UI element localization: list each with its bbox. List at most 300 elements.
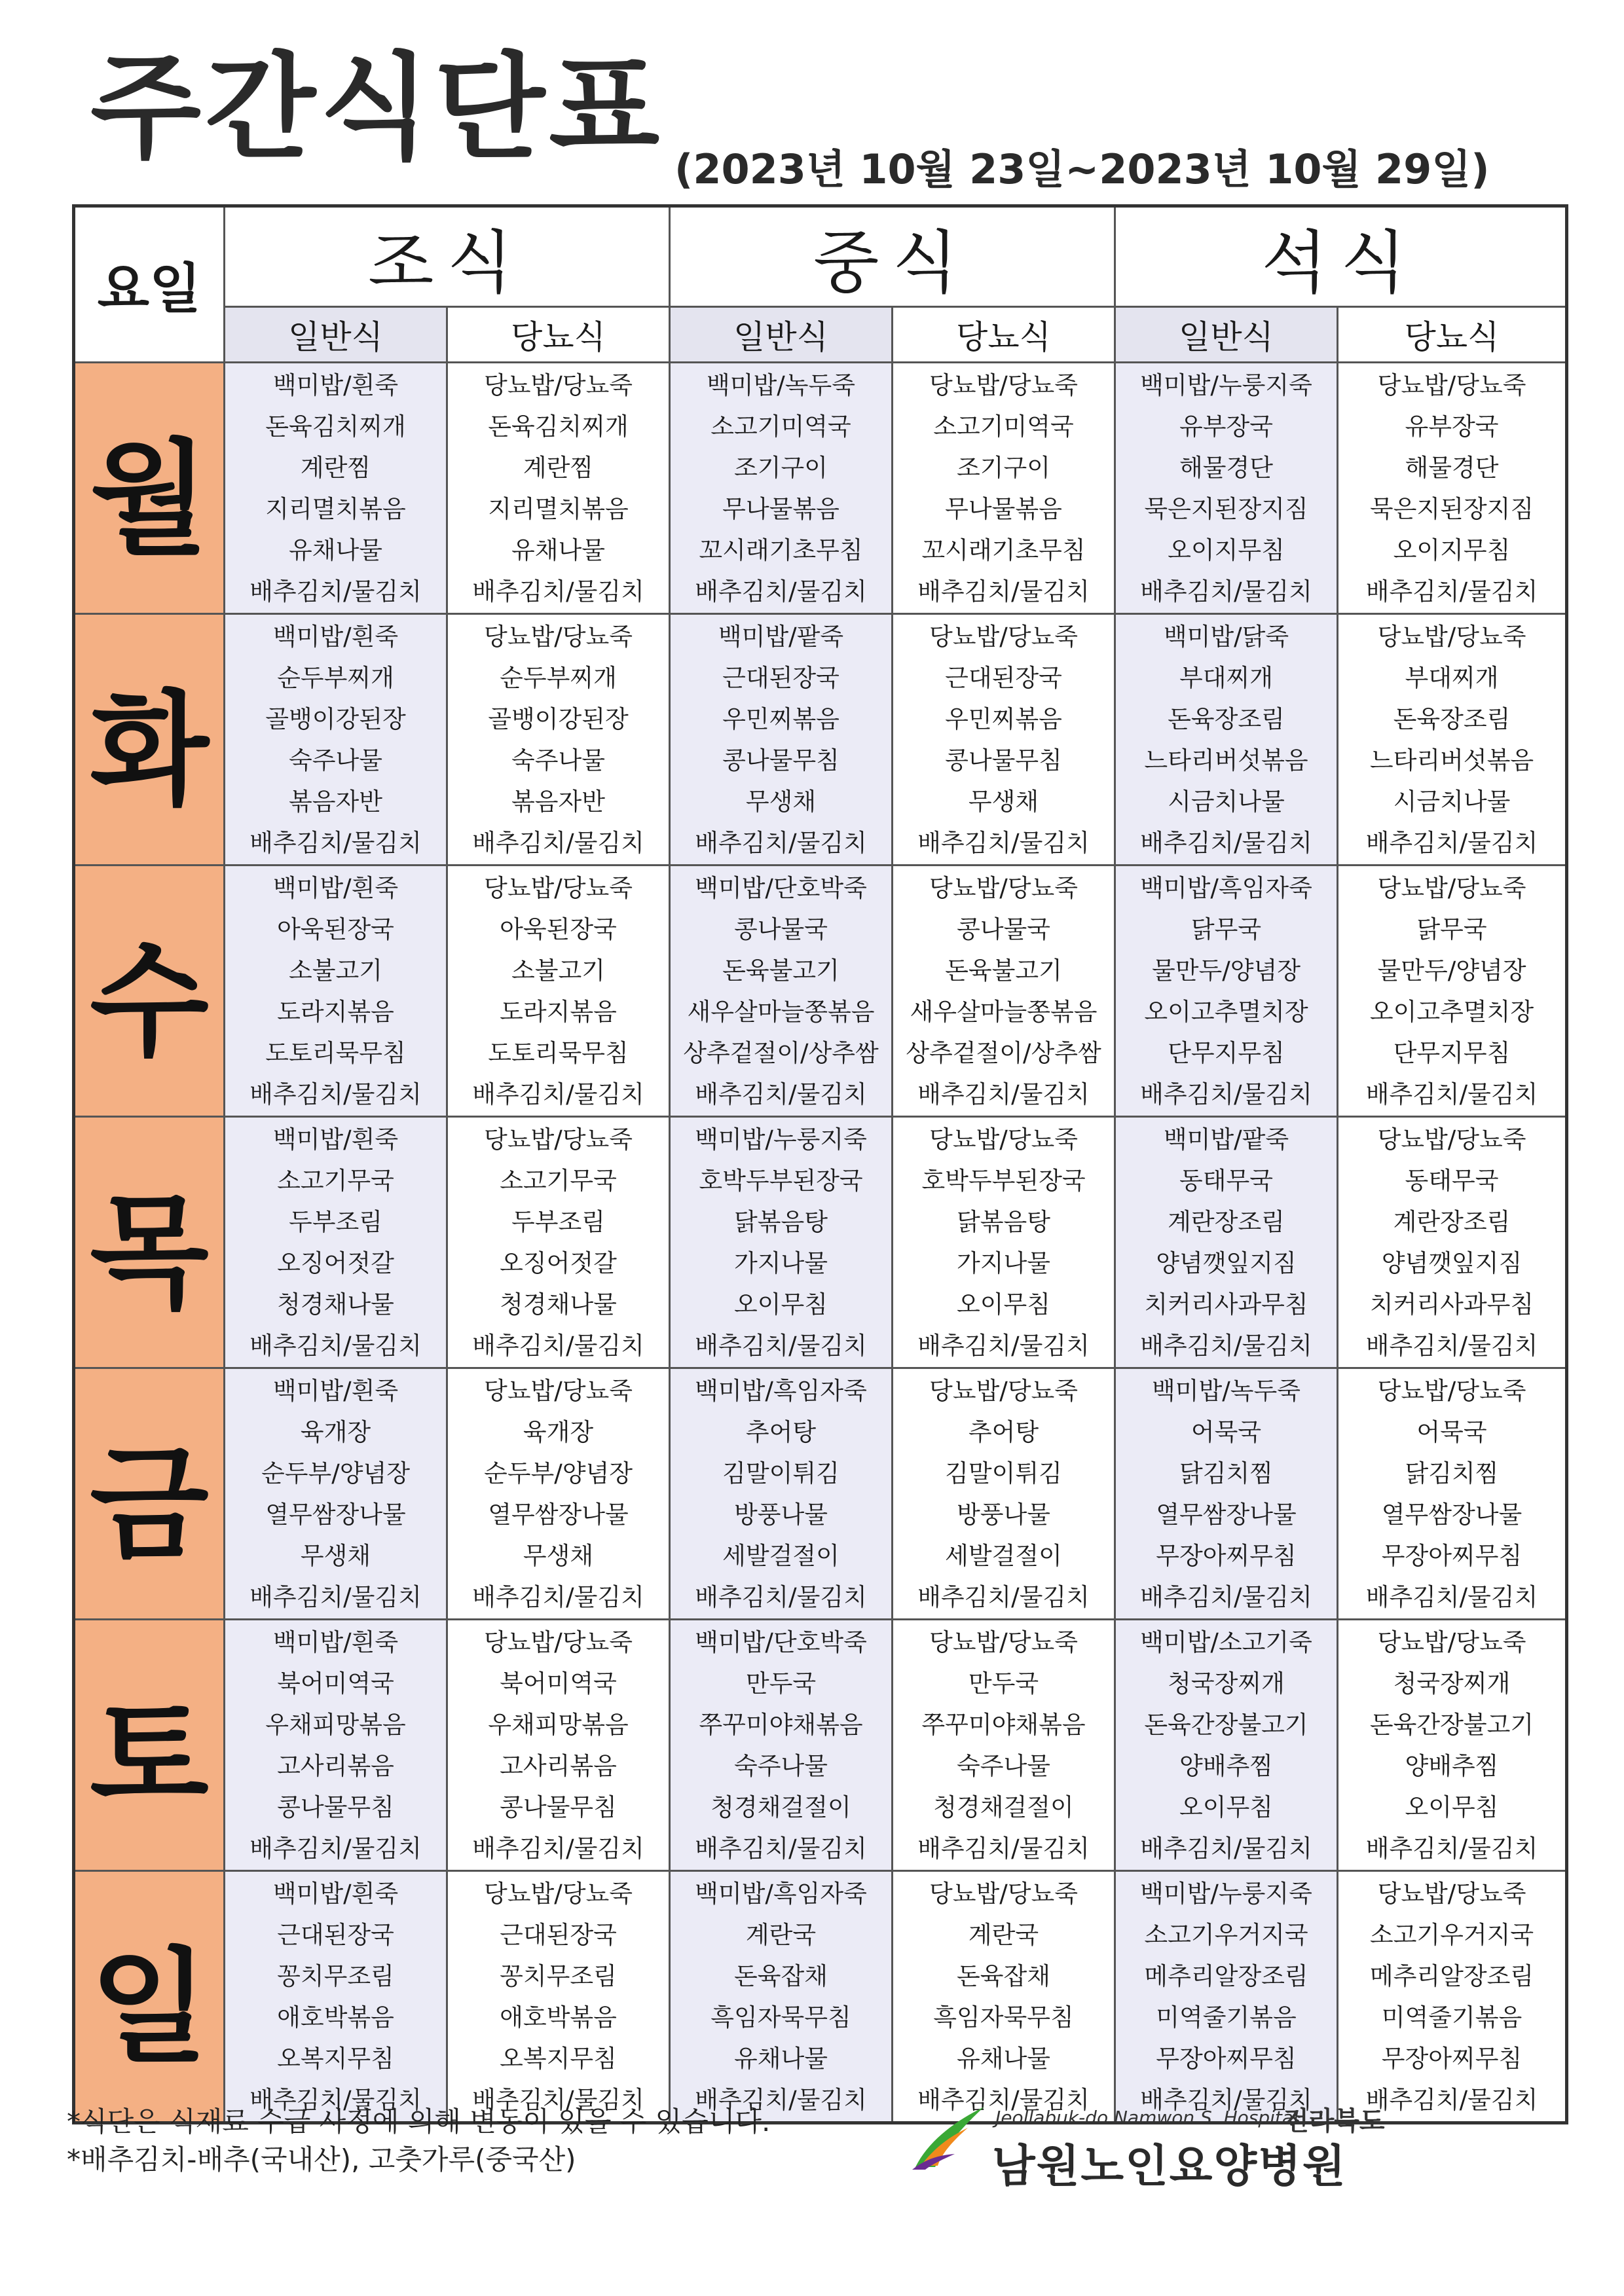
dish-item: 백미밥/흑임자죽 [695, 1879, 867, 1908]
dish-item: 무장아찌무침 [1156, 1541, 1297, 1570]
dish-item: 콩나물무침 [277, 1793, 394, 1821]
dish-item: 유채나물 [289, 536, 382, 564]
dish-item: 청국장찌개 [1168, 1669, 1285, 1698]
general-diet-header: 일반식 [670, 307, 893, 363]
hospital-name: 남원노인요양병원 [992, 2141, 1347, 2193]
dish-item: 청경채나물 [277, 1290, 394, 1319]
dish-item: 배추김치/물김치 [917, 577, 1090, 606]
dish-item: 오징어젓갈 [277, 1248, 394, 1277]
dish-item: 오복지무침 [277, 2044, 394, 2073]
general-menu-cell [1115, 614, 1338, 866]
dish-item: 근대된장국 [945, 663, 1062, 692]
dish-item: 꼬시래기초무침 [921, 536, 1086, 564]
dish-item: 백미밥/흰죽 [272, 622, 399, 651]
dish-item: 백미밥/소고기죽 [1140, 1628, 1312, 1656]
diabetic-menu-cell [893, 1871, 1115, 2123]
dish-item: 해물경단 [1405, 453, 1499, 482]
dish-item: 도라지볶음 [277, 997, 394, 1026]
dish-item: 배추김치/물김치 [1365, 1834, 1538, 1863]
dish-item: 치커리사과무침 [1369, 1290, 1534, 1319]
dish-item: 배추김치/물김치 [472, 828, 644, 857]
dish-item: 추어탕 [745, 1417, 817, 1446]
dish-item: 호박두부된장국 [699, 1166, 863, 1195]
dish-item: 상추겉절이/상추쌈 [683, 1038, 879, 1067]
diabetic-menu-cell [1338, 614, 1567, 866]
general-diet-header: 일반식 [1115, 307, 1338, 363]
dish-item: 닭김치찜 [1179, 1459, 1273, 1487]
dish-item: 동태무국 [1405, 1166, 1499, 1195]
dish-item: 오이무침 [734, 1290, 828, 1319]
dish-item: 부대찌개 [1179, 663, 1273, 692]
dish-item: 닭볶음탕 [957, 1207, 1050, 1236]
dish-item: 백미밥/흑임자죽 [1140, 873, 1312, 902]
dish-item: 어묵국 [1190, 1417, 1262, 1446]
dish-item: 무나물볶음 [945, 494, 1062, 523]
dish-item: 조기구이 [957, 453, 1050, 482]
dish-item: 아욱된장국 [500, 915, 617, 943]
dish-item: 쭈꾸미야채볶음 [921, 1710, 1086, 1739]
dish-item: 백미밥/흰죽 [272, 1125, 399, 1154]
dish-item: 배추김치/물김치 [695, 577, 867, 606]
day-label: 토 [74, 1620, 225, 1871]
dish-item: 배추김치/물김치 [695, 1582, 867, 1611]
dish-item: 배추김치/물김치 [1365, 2085, 1538, 2114]
lunch-header: 중식 [670, 206, 1115, 307]
dish-item: 닭무국 [1190, 915, 1262, 943]
dinner-header: 석식 [1115, 206, 1567, 307]
dish-item: 오이무침 [1179, 1793, 1273, 1821]
dish-item: 배추김치/물김치 [1365, 1080, 1538, 1108]
dish-item: 무장아찌무침 [1381, 2044, 1522, 2073]
diabetic-menu-cell [893, 614, 1115, 866]
dish-item: 호박두부된장국 [921, 1166, 1086, 1195]
general-menu-cell [670, 1620, 893, 1871]
hospital-logo-icon [909, 2102, 987, 2170]
general-menu-cell [670, 866, 893, 1117]
dish-item: 근대된장국 [500, 1920, 617, 1949]
dish-item: 당뇨밥/당뇨죽 [929, 1879, 1078, 1908]
dish-item: 우채피망볶음 [265, 1710, 406, 1739]
dish-item: 백미밥/팥죽 [1163, 1125, 1289, 1154]
dish-item: 계란장조림 [1393, 1207, 1511, 1236]
dish-item: 배추김치/물김치 [249, 1582, 422, 1611]
dish-item: 만두국 [745, 1669, 817, 1698]
general-menu-cell [225, 363, 447, 614]
dish-item: 김말이튀김 [722, 1459, 840, 1487]
dish-item: 쭈꾸미야채볶음 [699, 1710, 863, 1739]
general-menu-cell [225, 614, 447, 866]
dish-item: 백미밥/누룽지죽 [695, 1125, 867, 1154]
dish-item: 돈육장조림 [1393, 704, 1511, 733]
dish-item: 돈육불고기 [722, 956, 840, 985]
menu-body [74, 363, 1567, 2123]
dish-item: 어묵국 [1416, 1417, 1487, 1446]
dish-item: 배추김치/물김치 [249, 1331, 422, 1360]
dish-item: 소고기미역국 [933, 412, 1074, 441]
hospital-region: 전라북도 [1283, 2106, 1385, 2136]
dish-item: 당뇨밥/당뇨죽 [929, 873, 1078, 902]
diabetic-menu-cell [447, 1368, 670, 1620]
dish-item: 배추김치/물김치 [695, 1080, 867, 1108]
dish-item: 아욱된장국 [277, 915, 394, 943]
dish-item: 육개장 [300, 1417, 371, 1446]
day-label: 목 [74, 1117, 225, 1368]
dish-item: 콩나물무침 [722, 746, 840, 774]
dish-item: 배추김치/물김치 [1365, 828, 1538, 857]
general-menu-cell [225, 866, 447, 1117]
general-menu-cell [1115, 1368, 1338, 1620]
dish-item: 배추김치/물김치 [1140, 828, 1312, 857]
dish-item: 배추김치/물김치 [472, 1080, 644, 1108]
dish-item: 세발걸절이 [722, 1541, 840, 1570]
dish-item: 당뇨밥/당뇨죽 [484, 371, 633, 399]
general-menu-cell [225, 1368, 447, 1620]
dish-item: 오복지무침 [500, 2044, 617, 2073]
dish-item: 당뇨밥/당뇨죽 [929, 371, 1078, 399]
dish-item: 소고기우거지국 [1369, 1920, 1534, 1949]
dish-item: 배추김치/물김치 [917, 1080, 1090, 1108]
general-menu-cell [1115, 1620, 1338, 1871]
dish-item: 닭볶음탕 [734, 1207, 828, 1236]
dish-item: 골뱅이강된장 [488, 704, 629, 733]
dish-item: 백미밥/녹두죽 [707, 371, 855, 399]
dish-item: 당뇨밥/당뇨죽 [484, 873, 633, 902]
dish-item: 순두부찌개 [277, 663, 394, 692]
dish-item: 부대찌개 [1405, 663, 1499, 692]
diabetic-menu-cell [447, 866, 670, 1117]
diabetic-menu-cell [893, 866, 1115, 1117]
dish-item: 계란찜 [523, 453, 594, 482]
dish-item: 도라지볶음 [500, 997, 617, 1026]
dish-item: 꽁치무조림 [500, 1961, 617, 1990]
diabetic-menu-cell [447, 1117, 670, 1368]
dish-item: 방풍나물 [734, 1500, 828, 1529]
dish-item: 당뇨밥/당뇨죽 [484, 1125, 633, 1154]
general-menu-cell [1115, 363, 1338, 614]
dish-item: 지리멸치볶음 [488, 494, 629, 523]
dish-item: 배추김치/물김치 [472, 577, 644, 606]
dish-item: 양념깻잎지짐 [1381, 1248, 1522, 1277]
dish-item: 물만두/양념장 [1152, 956, 1301, 985]
dish-item: 백미밥/닭죽 [1163, 622, 1289, 651]
dish-item: 당뇨밥/당뇨죽 [929, 1376, 1078, 1405]
dish-item: 당뇨밥/당뇨죽 [1377, 1628, 1526, 1656]
dish-item: 배추김치/물김치 [1365, 1582, 1538, 1611]
diabetic-menu-cell [1338, 1368, 1567, 1620]
note-kimchi-origin: *배추김치-배추(국내산), 고춧가루(중국산) [67, 2143, 576, 2176]
dish-item: 북어미역국 [500, 1669, 617, 1698]
general-menu-cell [225, 1620, 447, 1871]
dish-item: 두부조림 [511, 1207, 605, 1236]
general-menu-cell [225, 1117, 447, 1368]
dish-item: 새우살마늘쫑볶음 [687, 997, 875, 1026]
dish-item: 유채나물 [957, 2044, 1050, 2073]
dish-item: 백미밥/흰죽 [272, 1376, 399, 1405]
dish-item: 배추김치/물김치 [472, 2085, 644, 2114]
diabetic-menu-cell [1338, 1871, 1567, 2123]
dish-item: 오이무침 [957, 1290, 1050, 1319]
dish-item: 우민찌볶음 [945, 704, 1062, 733]
diabetic-menu-cell [893, 1620, 1115, 1871]
dish-item: 소고기미역국 [710, 412, 851, 441]
dish-item: 우민찌볶음 [722, 704, 840, 733]
diabetic-menu-cell [893, 1368, 1115, 1620]
general-menu-cell [670, 363, 893, 614]
dish-item: 당뇨밥/당뇨죽 [1377, 1879, 1526, 1908]
dish-item: 무생채 [523, 1541, 594, 1570]
day-column-header: 요일 [74, 206, 225, 363]
diet-type-header-row [74, 307, 1567, 363]
dish-item: 배추김치/물김치 [695, 1834, 867, 1863]
dish-item: 청국장찌개 [1393, 1669, 1511, 1698]
dish-item: 배추김치/물김치 [249, 577, 422, 606]
dish-item: 오이지무침 [1393, 536, 1511, 564]
day-row [74, 1620, 1567, 1871]
dish-item: 배추김치/물김치 [1140, 1582, 1312, 1611]
general-menu-cell [670, 1368, 893, 1620]
diabetic-menu-cell [1338, 363, 1567, 614]
general-menu-cell [1115, 866, 1338, 1117]
dish-item: 돈육김치찌개 [265, 412, 406, 441]
dish-item: 무나물볶음 [722, 494, 840, 523]
dish-item: 세발걸절이 [945, 1541, 1062, 1570]
dish-item: 묵은지된장지짐 [1144, 494, 1308, 523]
dish-item: 시금치나물 [1393, 787, 1511, 816]
dish-item: 콩나물국 [734, 915, 828, 943]
diabetic-menu-cell [447, 1871, 670, 2123]
dish-item: 당뇨밥/당뇨죽 [484, 1628, 633, 1656]
dish-item: 단무지무침 [1393, 1038, 1511, 1067]
dish-item: 당뇨밥/당뇨죽 [1377, 371, 1526, 399]
dish-item: 당뇨밥/당뇨죽 [1377, 1125, 1526, 1154]
dish-item: 배추김치/물김치 [249, 1834, 422, 1863]
dish-item: 소고기무국 [500, 1166, 617, 1195]
dish-item: 유부장국 [1179, 412, 1273, 441]
dish-item: 백미밥/흰죽 [272, 1628, 399, 1656]
diabetic-diet-header: 당뇨식 [447, 307, 670, 363]
dish-item: 소불고기 [289, 956, 382, 985]
dish-item: 배추김치/물김치 [472, 1331, 644, 1360]
dish-item: 콩나물국 [957, 915, 1050, 943]
dish-item: 무생채 [745, 787, 817, 816]
dish-item: 무장아찌무침 [1381, 1541, 1522, 1570]
diabetic-menu-cell [447, 614, 670, 866]
dish-item: 배추김치/물김치 [472, 1834, 644, 1863]
dish-item: 배추김치/물김치 [249, 828, 422, 857]
dish-item: 지리멸치볶음 [265, 494, 406, 523]
dish-item: 숙주나물 [957, 1751, 1050, 1780]
dish-item: 돈육간장불고기 [1144, 1710, 1308, 1739]
dish-item: 배추김치/물김치 [917, 2085, 1090, 2114]
diabetic-menu-cell [447, 363, 670, 614]
dish-item: 계란장조림 [1168, 1207, 1285, 1236]
day-row [74, 363, 1567, 614]
day-label: 수 [74, 866, 225, 1117]
dish-item: 오이고추멸치장 [1369, 997, 1534, 1026]
dish-item: 순두부찌개 [500, 663, 617, 692]
dish-item: 당뇨밥/당뇨죽 [484, 1879, 633, 1908]
breakfast-header: 조식 [225, 206, 670, 307]
dish-item: 배추김치/물김치 [249, 1080, 422, 1108]
day-label: 일 [74, 1871, 225, 2123]
dish-item: 백미밥/흰죽 [272, 873, 399, 902]
dish-item: 당뇨밥/당뇨죽 [484, 622, 633, 651]
dish-item: 콩나물무침 [500, 1793, 617, 1821]
dish-item: 도토리묵무침 [488, 1038, 629, 1067]
dish-item: 배추김치/물김치 [472, 1582, 644, 1611]
dish-item: 상추겉절이/상추쌈 [906, 1038, 1101, 1067]
dish-item: 가지나물 [957, 1248, 1050, 1277]
dish-item: 백미밥/단호박죽 [695, 1628, 867, 1656]
dish-item: 미역줄기볶음 [1381, 2003, 1522, 2032]
dish-item: 돈육장조림 [1168, 704, 1285, 733]
dish-item: 소불고기 [511, 956, 605, 985]
diabetic-diet-header: 당뇨식 [893, 307, 1115, 363]
general-menu-cell [670, 1871, 893, 2123]
dish-item: 메추리알장조림 [1369, 1961, 1534, 1990]
general-menu-cell [1115, 1871, 1338, 2123]
dish-item: 근대된장국 [277, 1920, 394, 1949]
dish-item: 양념깻잎지짐 [1156, 1248, 1297, 1277]
dish-item: 볶음자반 [511, 787, 605, 816]
dish-item: 당뇨밥/당뇨죽 [1377, 873, 1526, 902]
dish-item: 돈육간장불고기 [1369, 1710, 1534, 1739]
dish-item: 배추김치/물김치 [1140, 1331, 1312, 1360]
dish-item: 배추김치/물김치 [1140, 1080, 1312, 1108]
dish-item: 유채나물 [734, 2044, 828, 2073]
day-label: 금 [74, 1368, 225, 1620]
dish-item: 새우살마늘쫑볶음 [910, 997, 1098, 1026]
dish-item: 가지나물 [734, 1248, 828, 1277]
dish-item: 배추김치/물김치 [1140, 1834, 1312, 1863]
dish-item: 흑임자묵무침 [710, 2003, 851, 2032]
diabetic-menu-cell [447, 1620, 670, 1871]
dish-item: 꽁치무조림 [277, 1961, 394, 1990]
dish-item: 유부장국 [1405, 412, 1499, 441]
dish-item: 배추김치/물김치 [917, 1834, 1090, 1863]
dish-item: 돈육불고기 [945, 956, 1062, 985]
dish-item: 고사리볶음 [277, 1751, 394, 1780]
dish-item: 청경채걸절이 [933, 1793, 1074, 1821]
dish-item: 당뇨밥/당뇨죽 [929, 622, 1078, 651]
dish-item: 백미밥/흑임자죽 [695, 1376, 867, 1405]
dish-item: 배추김치/물김치 [1140, 577, 1312, 606]
dish-item: 배추김치/물김치 [695, 828, 867, 857]
dish-item: 흑임자묵무침 [933, 2003, 1074, 2032]
diabetic-menu-cell [893, 363, 1115, 614]
dish-item: 돈육잡채 [957, 1961, 1050, 1990]
dish-item: 유채나물 [511, 536, 605, 564]
dish-item: 청경채걸절이 [710, 1793, 851, 1821]
dish-item: 배추김치/물김치 [695, 1331, 867, 1360]
dish-item: 단무지무침 [1168, 1038, 1285, 1067]
dish-item: 당뇨밥/당뇨죽 [1377, 622, 1526, 651]
dish-item: 오이지무침 [1168, 536, 1285, 564]
dish-item: 느타리버섯볶음 [1369, 746, 1534, 774]
general-menu-cell [670, 614, 893, 866]
dish-item: 소고기우거지국 [1144, 1920, 1308, 1949]
dish-item: 해물경단 [1179, 453, 1273, 482]
day-row [74, 866, 1567, 1117]
date-range: (2023년 10월 23일~2023년 10월 29일) [674, 145, 1490, 193]
dish-item: 북어미역국 [277, 1669, 394, 1698]
dish-item: 계란국 [968, 1920, 1039, 1949]
general-diet-header: 일반식 [225, 307, 447, 363]
general-menu-cell [670, 1117, 893, 1368]
dish-item: 숙주나물 [511, 746, 605, 774]
dish-item: 열무쌈장나물 [488, 1500, 629, 1529]
dish-item: 당뇨밥/당뇨죽 [929, 1628, 1078, 1656]
dish-item: 물만두/양념장 [1377, 956, 1526, 985]
day-row [74, 1117, 1567, 1368]
dish-item: 골뱅이강된장 [265, 704, 406, 733]
dish-item: 돈육잡채 [734, 1961, 828, 1990]
diabetic-menu-cell [1338, 866, 1567, 1117]
dish-item: 백미밥/누룽지죽 [1140, 371, 1312, 399]
dish-item: 닭김치찜 [1405, 1459, 1499, 1487]
diabetic-menu-cell [1338, 1620, 1567, 1871]
dish-item: 동태무국 [1179, 1166, 1273, 1195]
dish-item: 오징어젓갈 [500, 1248, 617, 1277]
dish-item: 메추리알장조림 [1144, 1961, 1308, 1990]
dish-item: 무생채 [968, 787, 1039, 816]
dish-item: 묵은지된장지짐 [1369, 494, 1534, 523]
dish-item: 애호박볶음 [500, 2003, 617, 2032]
dish-item: 백미밥/녹두죽 [1152, 1376, 1301, 1405]
dish-item: 계란국 [745, 1920, 817, 1949]
dish-item: 당뇨밥/당뇨죽 [484, 1376, 633, 1405]
dish-item: 돈육김치찌개 [488, 412, 629, 441]
dish-item: 백미밥/누룽지죽 [1140, 1879, 1312, 1908]
dish-item: 시금치나물 [1168, 787, 1285, 816]
dish-item: 닭무국 [1416, 915, 1487, 943]
dish-item: 꼬시래기초무침 [699, 536, 863, 564]
dish-item: 배추김치/물김치 [695, 2085, 867, 2114]
dish-item: 근대된장국 [722, 663, 840, 692]
dish-item: 백미밥/팥죽 [718, 622, 844, 651]
meal-header-row [74, 206, 1567, 307]
dish-item: 조기구이 [734, 453, 828, 482]
dish-item: 방풍나물 [957, 1500, 1050, 1529]
dish-item: 소고기무국 [277, 1166, 394, 1195]
dish-item: 양배추찜 [1179, 1751, 1273, 1780]
dish-item: 오이고추멸치장 [1144, 997, 1308, 1026]
dish-item: 고사리볶음 [500, 1751, 617, 1780]
diabetic-menu-cell [1338, 1117, 1567, 1368]
dish-item: 열무쌈장나물 [265, 1500, 406, 1529]
day-label: 월 [74, 363, 225, 614]
dish-item: 오이무침 [1405, 1793, 1499, 1821]
page-title: 주간식단표 [90, 42, 664, 175]
dish-item: 볶음자반 [289, 787, 382, 816]
dish-item: 치커리사과무침 [1144, 1290, 1308, 1319]
dish-item: 무생채 [300, 1541, 371, 1570]
dish-item: 미역줄기볶음 [1156, 2003, 1297, 2032]
day-row [74, 1368, 1567, 1620]
dish-item: 애호박볶음 [277, 2003, 394, 2032]
dish-item: 배추김치/물김치 [917, 1582, 1090, 1611]
general-menu-cell [1115, 1117, 1338, 1368]
dish-item: 백미밥/흰죽 [272, 1879, 399, 1908]
diabetic-diet-header: 당뇨식 [1338, 307, 1567, 363]
weekly-menu-table [72, 204, 1568, 2124]
dish-item: 백미밥/흰죽 [272, 371, 399, 399]
dish-item: 열무쌈장나물 [1156, 1500, 1297, 1529]
dish-item: 계란찜 [300, 453, 371, 482]
dish-item: 양배추찜 [1405, 1751, 1499, 1780]
dish-item: 두부조림 [289, 1207, 382, 1236]
dish-item: 숙주나물 [734, 1751, 828, 1780]
